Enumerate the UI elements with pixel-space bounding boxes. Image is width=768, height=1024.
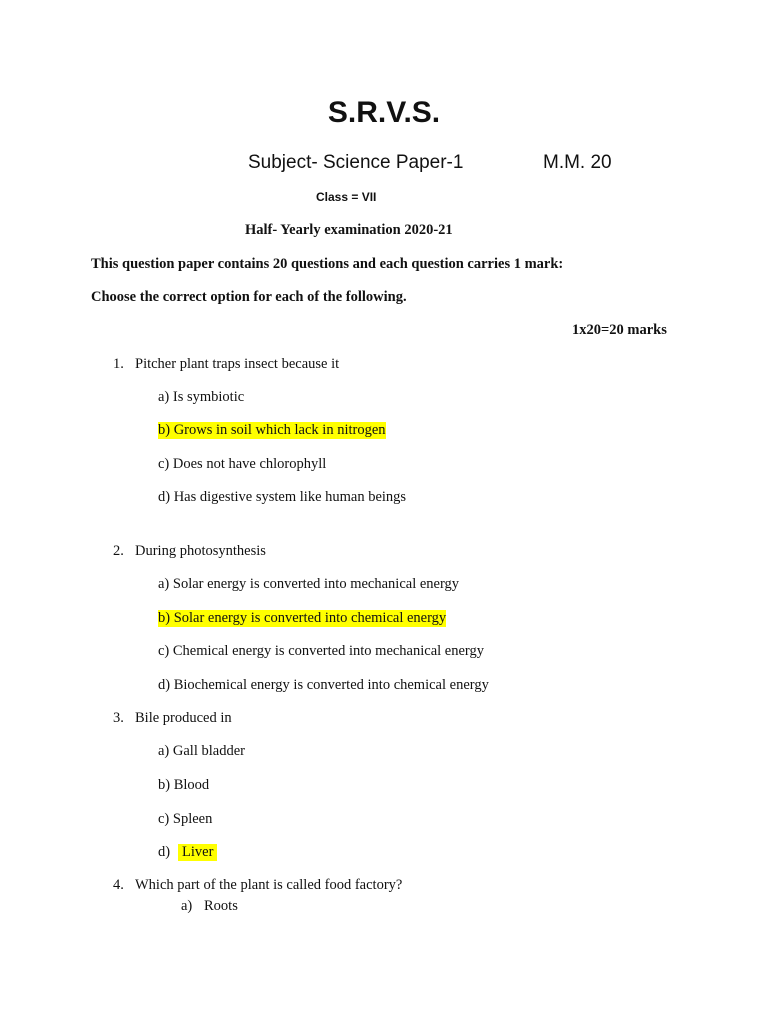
option-a-letter: a) [181, 898, 193, 914]
option-d: d) Biochemical energy is converted into chemical energy [158, 677, 489, 693]
option-b-answer: b) Grows in soil which lack in nitrogen [158, 422, 386, 438]
option-d-answer: Liver [178, 844, 217, 861]
subject-line: Subject- Science Paper-1 [248, 152, 464, 173]
question-number: 3. [113, 710, 124, 726]
option-d: d) Has digestive system like human beings [158, 489, 407, 505]
total-marks: 1x20=20 marks [572, 322, 667, 338]
option-a: a) Is symbiotic [158, 389, 245, 405]
max-marks: M.M. 20 [543, 152, 612, 173]
instruction-line-2: Choose the correct option for each of the following. [91, 289, 407, 305]
option-b-answer: b) Solar energy is converted into chemical energy [158, 610, 447, 626]
option-c: c) Spleen [158, 811, 213, 827]
question-text: During photosynthesis [135, 543, 266, 559]
option-a: a) Solar energy is converted into mechanical energy [158, 576, 460, 592]
school-title: S.R.V.S. [327, 96, 441, 129]
option-a: a) Gall bladder [158, 743, 245, 759]
question-text: Bile produced in [135, 710, 232, 726]
option-c: c) Does not have chlorophyll [158, 456, 327, 472]
instruction-line-1: This question paper contains 20 questions and each question carries 1 mark: [91, 256, 564, 272]
class-label: Class = VII [316, 190, 377, 204]
option-d-letter: d) [158, 844, 171, 860]
question-text: Pitcher plant traps insect because it [135, 356, 340, 372]
question-text: Which part of the plant is called food factory? [135, 877, 403, 893]
option-c: c) Chemical energy is converted into mechanical energy [158, 643, 484, 659]
option-a-text: Roots [204, 898, 238, 914]
question-number: 2. [113, 543, 124, 559]
question-number: 1. [113, 356, 124, 372]
option-b: b) Blood [158, 777, 210, 793]
exam-title: Half- Yearly examination 2020-21 [245, 222, 453, 238]
question-number: 4. [113, 877, 124, 893]
